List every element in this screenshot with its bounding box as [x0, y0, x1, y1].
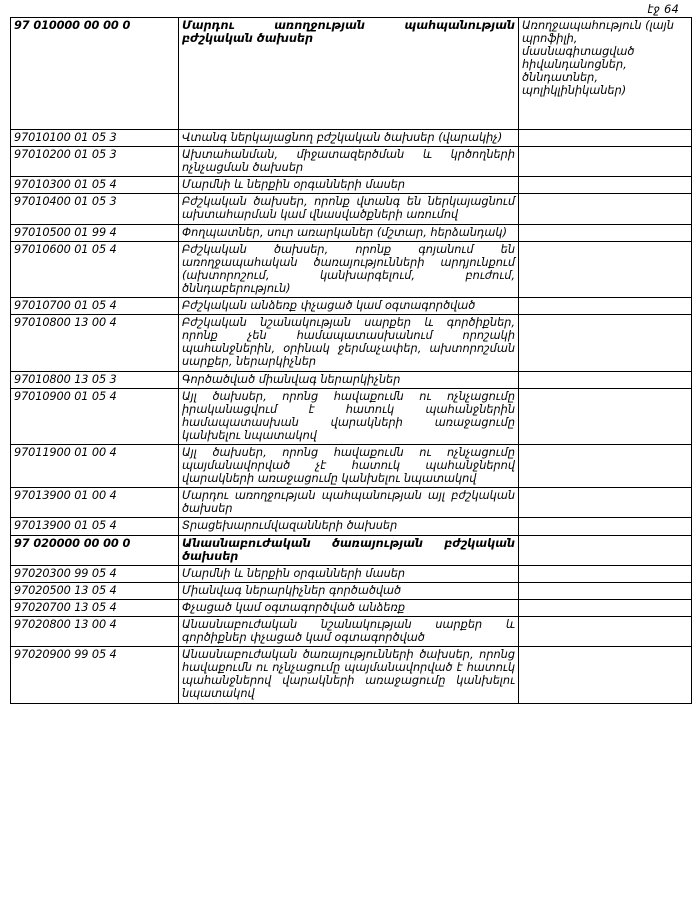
cell-name: Մարմնի և ներքին օրգանների մասեր: [179, 565, 519, 582]
cell-name: Վտանգ ներկայացնող բժշկական ծախսեր (վարակիչ): [179, 130, 519, 147]
cell-note: [519, 241, 692, 297]
table-row: [11, 535, 692, 565]
table-row: [11, 647, 692, 703]
table-row: [11, 617, 692, 647]
table-row: [11, 18, 692, 130]
table-row: [11, 518, 692, 535]
cell-code: 97020800 13 00 4: [11, 617, 179, 647]
cell-note: [519, 388, 692, 444]
cell-code: 97020500 13 05 4: [11, 582, 179, 599]
table-row: [11, 388, 692, 444]
cell-note: [519, 518, 692, 535]
cell-name: Բժշկական ծախսեր, որոնք գոյանում են առողջապահական ծառայությունների արդյունքում (ախտորոշում, կանխարգելում, բուժում, ծննդաբերություն): [179, 241, 519, 297]
cell-code: 97010900 01 05 4: [11, 388, 179, 444]
table-row: [11, 488, 692, 518]
table-row: [11, 565, 692, 582]
table-row: [11, 147, 692, 177]
cell-name: Անասնաբուժական ծառայության բժշկական ծախսեր: [179, 535, 519, 565]
cell-note: [519, 582, 692, 599]
cell-name: Բժշկական անձեռք փչացած կամ օգտագործված: [179, 298, 519, 315]
cell-name: Անասնաբուժական ծառայությունների ծախսեր, որոնց հավաքումն ու ոչնչացումը պայմանավորված է հատուկ պահանջներով վարակների առաջացումը կանխելու նպատակով: [179, 647, 519, 703]
table-row: [11, 298, 692, 315]
cell-code: 97013900 01 05 4: [11, 518, 179, 535]
cell-name: Ախտահանման, միջատազերծման և կրծողների ոչնչացման ծախսեր: [179, 147, 519, 177]
cell-note: [519, 194, 692, 224]
waste-codes-table: [10, 17, 692, 704]
cell-note: Առողջապահություն (լայն պրոֆիլի, մասնագիտացված հիվանդանոցներ, ծննդատներ, պոլիկլինիկաներ): [519, 18, 692, 130]
cell-note: [519, 535, 692, 565]
cell-code: 97010100 01 05 3: [11, 130, 179, 147]
cell-name: Մարդու առողջության պահպանության բժշկական ծախսեր: [179, 18, 519, 130]
cell-note: [519, 315, 692, 371]
table-row: [11, 315, 692, 371]
table-row: [11, 224, 692, 241]
cell-name: Գործածված միանվագ ներարկիչներ: [179, 371, 519, 388]
cell-code: 97 020000 00 00 0: [11, 535, 179, 565]
table-row: [11, 130, 692, 147]
cell-code: 97011900 01 00 4: [11, 444, 179, 487]
cell-code: 97020900 99 05 4: [11, 647, 179, 703]
table-row: [11, 194, 692, 224]
cell-name: Այլ ծախսեր, որոնց հավաքումն ու ոչնչացումը իրականացվում է հատուկ պահանջներին համապատասխան վարակների առաջացումը կանխելու նպատակով: [179, 388, 519, 444]
cell-code: 97010400 01 05 3: [11, 194, 179, 224]
cell-code: 97010800 13 05 3: [11, 371, 179, 388]
table-row: [11, 371, 692, 388]
cell-note: [519, 444, 692, 487]
cell-note: [519, 130, 692, 147]
cell-name: Փողպատներ, սուր առարկաներ (մշտար, հերձանդակ): [179, 224, 519, 241]
cell-name: Փչացած կամ օգտագործված անձեռք: [179, 599, 519, 616]
cell-code: 97010500 01 99 4: [11, 224, 179, 241]
cell-name: Անասնաբուժական նշանակության սարքեր և գործիքներ փչացած կամ օգտագործված: [179, 617, 519, 647]
cell-code: 97010800 13 00 4: [11, 315, 179, 371]
cell-code: 97010700 01 05 4: [11, 298, 179, 315]
cell-note: [519, 371, 692, 388]
cell-note: [519, 177, 692, 194]
table-row: [11, 444, 692, 487]
cell-name: Այլ ծախսեր, որոնց հավաքումն ու ոչնչացումը պայմանավորված չէ հատուկ պահանջներով վարակների առաջացումը կանխելու նպատակով: [179, 444, 519, 487]
cell-note: [519, 647, 692, 703]
cell-code: 97 010000 00 00 0: [11, 18, 179, 130]
cell-note: [519, 565, 692, 582]
cell-name: Մարդու առողջության պահպանության այլ բժշկական ծախսեր: [179, 488, 519, 518]
cell-code: 97010600 01 05 4: [11, 241, 179, 297]
cell-note: [519, 599, 692, 616]
cell-name: Մարմնի և ներքին օրգանների մասեր: [179, 177, 519, 194]
cell-code: 97013900 01 00 4: [11, 488, 179, 518]
cell-note: [519, 147, 692, 177]
cell-note: [519, 224, 692, 241]
cell-name: Միանվագ ներարկիչներ գործածված: [179, 582, 519, 599]
cell-name: Բժշկական նշանակության սարքեր և գործիքներ, որոնք չեն համապատասխանում որոշակի պահանջներին, օրինակ ջերմաչափեր, ախտորոշման սարքեր, ներարկիչներ: [179, 315, 519, 371]
table-row: [11, 241, 692, 297]
cell-note: [519, 488, 692, 518]
cell-name: Բժշկական ծախսեր, որոնք վտանգ են ներկայացնում ախտահարման կամ վնասվածքների առումով: [179, 194, 519, 224]
table-row: [11, 177, 692, 194]
cell-note: [519, 617, 692, 647]
cell-code: 97020700 13 05 4: [11, 599, 179, 616]
cell-code: 97010200 01 05 3: [11, 147, 179, 177]
cell-note: [519, 298, 692, 315]
page-number-header: էջ 64: [647, 2, 679, 16]
cell-name: Տրացեխարումվազանների ծախսեր: [179, 518, 519, 535]
cell-code: 97010300 01 05 4: [11, 177, 179, 194]
table-row: [11, 599, 692, 616]
table-row: [11, 582, 692, 599]
cell-code: 97020300 99 05 4: [11, 565, 179, 582]
